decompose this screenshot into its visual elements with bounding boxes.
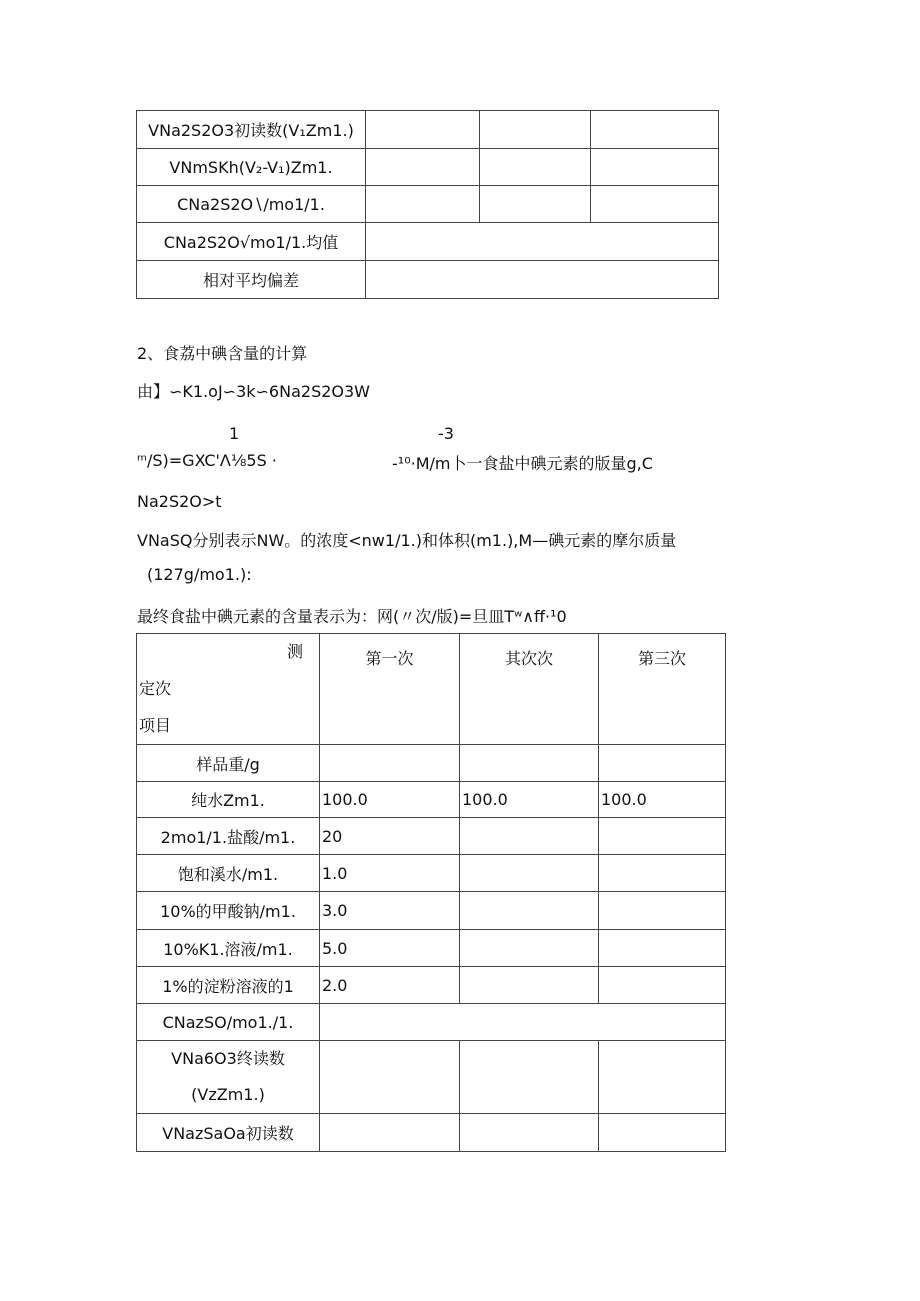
row-label: 饱和溪水∕m1. bbox=[137, 855, 320, 892]
table-cell: 1.0 bbox=[320, 855, 460, 892]
variable-definition: VNaSQ分别表示NW。的浓度<nw1/1.)和体积(m1.),M—碘元素的摩尔质量 bbox=[137, 531, 677, 550]
row-label: VNmSKh(V₂-V₁)Zm1. bbox=[137, 149, 366, 186]
table-cell bbox=[460, 855, 599, 892]
table-row bbox=[137, 818, 726, 855]
final-reading-line-1: VNa6O3终读数 bbox=[171, 1049, 285, 1068]
column-header: 第一次 bbox=[320, 634, 460, 745]
titration-table-1 bbox=[136, 110, 719, 299]
table-cell: 2.0 bbox=[320, 967, 460, 1004]
table-cell bbox=[591, 149, 719, 186]
table-cell bbox=[320, 1114, 460, 1152]
table-cell bbox=[366, 111, 480, 149]
row-label: 样品重/g bbox=[137, 745, 320, 782]
row-label: 10%的甲酸钠∕m1. bbox=[137, 892, 320, 930]
row-label: VNa2S2O3初读数(V₁Zm1.) bbox=[137, 111, 366, 149]
table-cell bbox=[460, 930, 599, 967]
formula-left: ᵐ/S)=GXC'Λ⅛5S · bbox=[137, 451, 277, 470]
table-cell bbox=[480, 186, 591, 223]
deviation-label: 相对平均偏差 bbox=[137, 261, 366, 299]
corner-mid: 定次 bbox=[139, 679, 172, 698]
table-cell bbox=[366, 186, 480, 223]
table-cell bbox=[599, 1114, 726, 1152]
table-cell bbox=[599, 930, 726, 967]
table-cell bbox=[320, 1004, 726, 1041]
corner-top: 测 bbox=[287, 642, 304, 661]
table-cell bbox=[599, 818, 726, 855]
table-row bbox=[137, 967, 726, 1004]
table-cell bbox=[599, 892, 726, 930]
table-cell: 100.0 bbox=[599, 782, 726, 818]
table-row bbox=[137, 1114, 726, 1152]
table-cell bbox=[320, 1041, 460, 1114]
table-row bbox=[137, 186, 719, 223]
formula-line-1: 由】∽K1.oJ∽3k∽6Na2S2O3W bbox=[137, 382, 370, 401]
conc-label: CNazSO/mo1./1. bbox=[137, 1004, 320, 1041]
final-reading-line-2: (VzZm1.) bbox=[191, 1085, 265, 1104]
table-row bbox=[137, 111, 719, 149]
table-cell bbox=[480, 111, 591, 149]
formula-exponent: -3 bbox=[438, 424, 454, 443]
table-cell: 100.0 bbox=[460, 782, 599, 818]
formula-numerator: 1 bbox=[229, 424, 240, 443]
row-label: 2mo1/1.盐酸∕m1. bbox=[137, 818, 320, 855]
table-row bbox=[137, 855, 726, 892]
table-row bbox=[137, 782, 726, 818]
table-row bbox=[137, 223, 719, 261]
table-cell bbox=[599, 1041, 726, 1114]
table-row bbox=[137, 892, 726, 930]
header-corner bbox=[137, 634, 320, 745]
table-row bbox=[137, 149, 719, 186]
table-row bbox=[137, 745, 726, 782]
table-cell bbox=[460, 1041, 599, 1114]
table-row bbox=[137, 1041, 726, 1114]
table-cell bbox=[591, 111, 719, 149]
row-label: 1%的淀粉溶液的1 bbox=[137, 967, 320, 1004]
table-cell bbox=[599, 745, 726, 782]
final-reading-label bbox=[137, 1041, 320, 1114]
corner-bottom: 项目 bbox=[139, 716, 172, 735]
iodine-measurement-table bbox=[136, 633, 726, 1152]
table-cell bbox=[460, 892, 599, 930]
table-cell: 100.0 bbox=[320, 782, 460, 818]
table-cell bbox=[460, 745, 599, 782]
table-row bbox=[137, 930, 726, 967]
table-row bbox=[137, 261, 719, 299]
table-cell bbox=[460, 818, 599, 855]
table-cell bbox=[591, 186, 719, 223]
table-header-row bbox=[137, 634, 726, 745]
column-header: 其次次 bbox=[460, 634, 599, 745]
molar-mass: (127g∕mo1.): bbox=[147, 565, 252, 584]
table-cell bbox=[366, 223, 719, 261]
row-label: 10%K1.溶液∕m1. bbox=[137, 930, 320, 967]
table-cell: 3.0 bbox=[320, 892, 460, 930]
table-cell: 20 bbox=[320, 818, 460, 855]
table-cell bbox=[366, 261, 719, 299]
formula-right: -¹⁰·M/m卜一食盐中碘元素的版量g,C bbox=[392, 454, 653, 473]
mean-label: CNa2S2O√mo1/1.均值 bbox=[137, 223, 366, 261]
section-heading: 2、食荔中碘含量的计算 bbox=[137, 344, 308, 363]
table-cell bbox=[599, 855, 726, 892]
table-cell: 5.0 bbox=[320, 930, 460, 967]
table-cell bbox=[366, 149, 480, 186]
table-cell bbox=[480, 149, 591, 186]
initial-reading-label: VNazSaOa初读数 bbox=[137, 1114, 320, 1152]
row-label: 纯水Zm1. bbox=[137, 782, 320, 818]
table-cell bbox=[460, 967, 599, 1004]
row-label: CNa2S2O∖/mo1/1. bbox=[137, 186, 366, 223]
final-expression: 最终食盐中碘元素的含量表示为：网(〃次/版)=旦皿Tʷ∧ff·¹0 bbox=[137, 607, 567, 626]
table-cell bbox=[599, 967, 726, 1004]
column-header: 第三次 bbox=[599, 634, 726, 745]
formula-line-3: Na2S2O>t bbox=[137, 492, 222, 511]
table-cell bbox=[460, 1114, 599, 1152]
table-row bbox=[137, 1004, 726, 1041]
table-cell bbox=[320, 745, 460, 782]
